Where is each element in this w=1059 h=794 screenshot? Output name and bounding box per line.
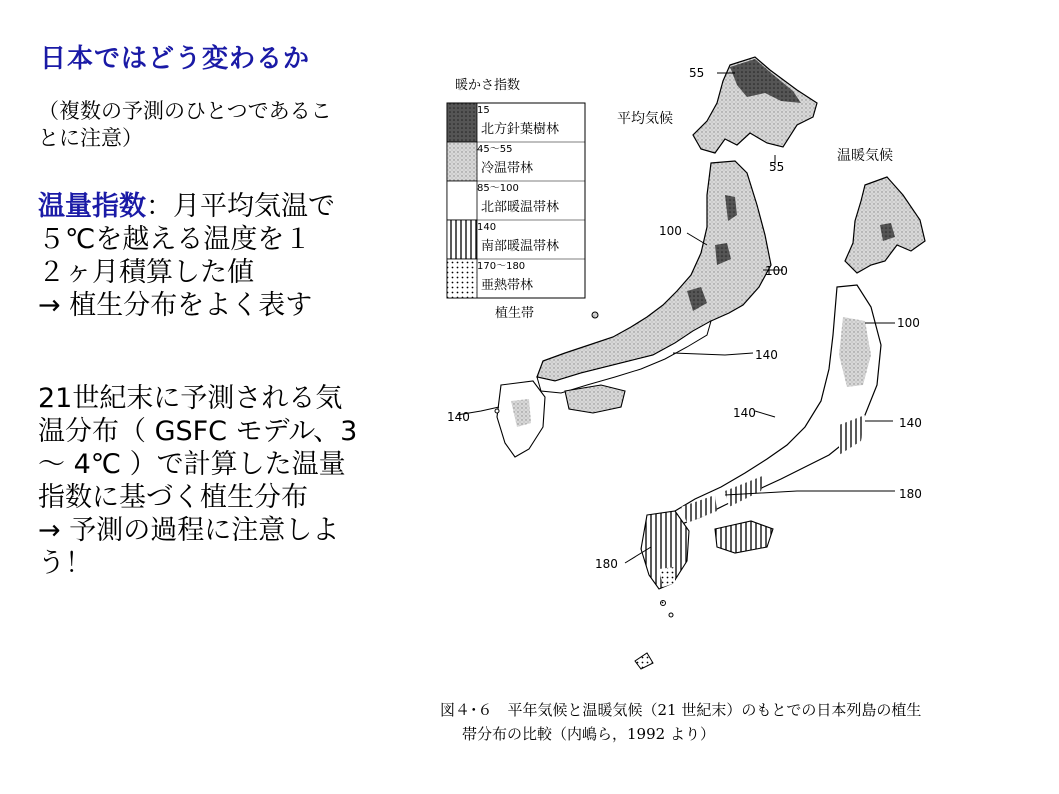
definition-term: 温量指数: [38, 191, 146, 222]
shikoku-warm: [715, 521, 773, 553]
contour-label: 140: [447, 410, 470, 424]
legend-range: 45～55: [477, 144, 513, 155]
contour-label: 100: [897, 316, 920, 330]
contour-label: 55: [689, 66, 705, 80]
prediction-line: 指数に基づく植生分布: [38, 482, 308, 513]
legend-range: 140: [477, 222, 497, 233]
caption-line: 帯分布の比較（内嶋ら，1992 より）: [462, 725, 715, 743]
definition-line: → 植生分布をよく表す: [38, 290, 313, 321]
legend-label: 北方針葉樹林: [481, 122, 560, 137]
map-warm: [635, 177, 925, 669]
contour-label: 100: [659, 224, 682, 238]
definition-block: [38, 190, 418, 322]
prediction-line: ～ 4℃ ）で計算した温量: [38, 449, 346, 480]
caption-line: 図４･６ 平年気候と温暖気候（21 世紀末）のもとでの日本列島の植生: [440, 701, 922, 719]
map-label-current: 平均気候: [617, 111, 673, 127]
legend-label: 北部暖温帯林: [481, 200, 560, 215]
prediction-line: → 予測の過程に注意しよ: [38, 515, 340, 546]
figure-caption: [440, 698, 1040, 746]
legend-label: 南部暖温帯林: [481, 239, 560, 254]
note-line: とに注意）: [38, 126, 143, 150]
contour-label: 140: [733, 406, 756, 420]
map-label-warm: 温暖気候: [837, 148, 893, 164]
contour-label: 180: [595, 557, 618, 571]
shikoku-current: [565, 385, 625, 413]
definition-text: 月平均気温で: [173, 191, 335, 222]
legend-label: 冷温帯林: [481, 161, 534, 176]
definition-line: ５℃を越える温度を１: [38, 224, 312, 255]
legend-swatch: [447, 259, 477, 298]
vegetation-map: [425, 55, 985, 695]
vegetation-map-figure: [425, 55, 985, 699]
definition-line: ２ヶ月積算した値: [38, 257, 254, 288]
contour-label: 180: [899, 487, 922, 501]
contour-label: 140: [755, 348, 778, 362]
contour-label: 100: [765, 264, 788, 278]
note-text: [38, 98, 418, 152]
prediction-line: 21世紀末に予測される気: [38, 383, 343, 414]
note-line: （複数の予測のひとつであるこ: [38, 99, 332, 123]
contour-label: 55: [769, 160, 785, 174]
legend-range: 15: [477, 105, 490, 116]
legend-swatch: [447, 220, 477, 259]
contour-label: 140: [899, 416, 922, 430]
legend-range: 170～180: [477, 261, 526, 272]
prediction-line: 温分布（ GSFC モデル、3: [38, 416, 358, 447]
legend: [447, 103, 585, 298]
definition-line: [38, 190, 418, 223]
legend-range: 85～100: [477, 183, 519, 194]
legend-label: 亜熱帯林: [481, 278, 534, 293]
prediction-line: う！: [38, 548, 92, 579]
definition-separator: ：: [146, 191, 173, 222]
legend-swatch: [447, 103, 477, 142]
legend-footer: 植生帯: [495, 306, 535, 321]
legend-title: 暖かさ指数: [455, 78, 521, 93]
prediction-block: [38, 382, 418, 580]
legend-swatch: [447, 142, 477, 181]
slide-title: 日本ではどう変わるか: [40, 44, 311, 74]
legend-swatch: [447, 181, 477, 220]
